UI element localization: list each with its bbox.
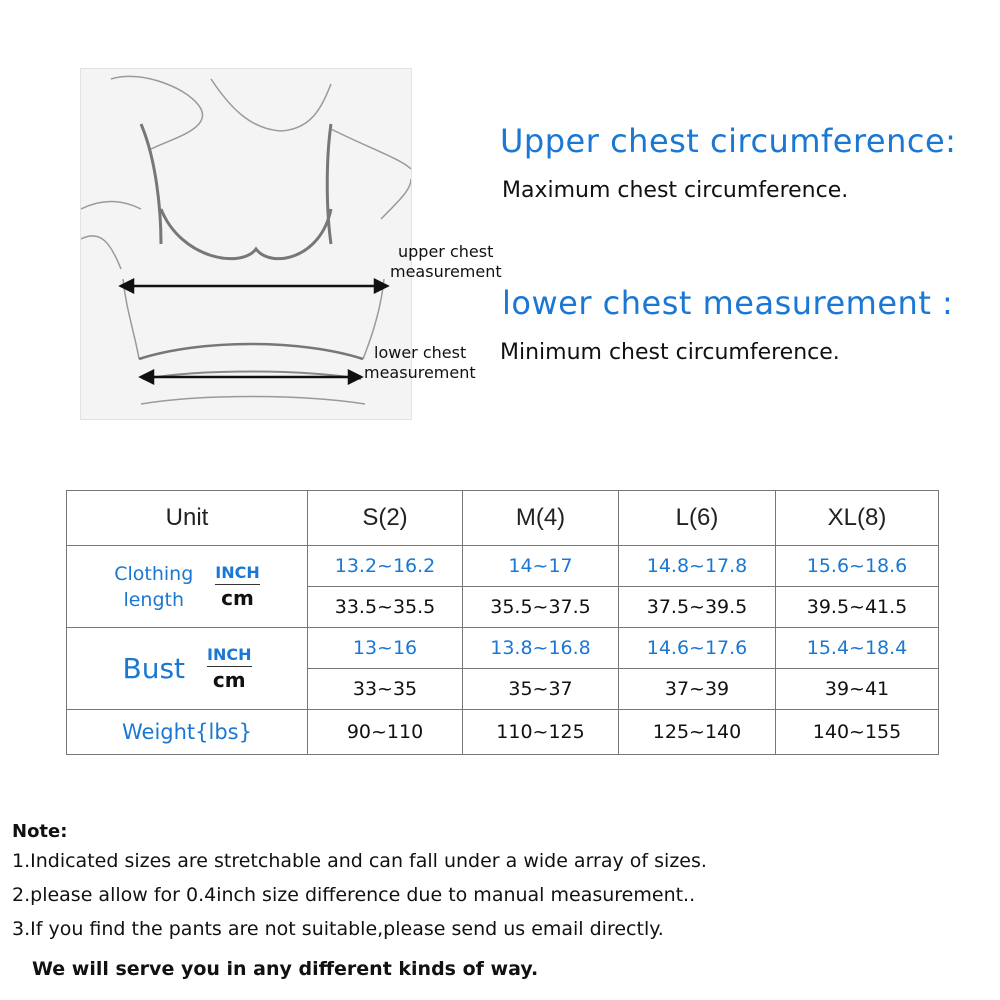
upper-chest-measurement-label xyxy=(390,242,502,282)
weight-label: Weight{lbs} xyxy=(67,710,308,755)
table-cell: 35~37 xyxy=(463,669,619,710)
note-item-3: 3.If you find the pants are not suitable,please send us email directly. xyxy=(12,918,664,940)
header-size-m: M(4) xyxy=(463,491,619,546)
upper-label-line-2: measurement xyxy=(390,262,502,281)
bust-unit-box xyxy=(207,647,251,690)
clothing-length-label-cell xyxy=(67,546,308,628)
table-cell: 13.8~16.8 xyxy=(463,628,619,669)
table-row-clothing-inch xyxy=(67,546,939,587)
clothing-unit-box xyxy=(215,565,259,608)
bust-unit-cm: cm xyxy=(212,668,246,692)
table-cell: 13.2~16.2 xyxy=(308,546,463,587)
table-cell: 14.8~17.8 xyxy=(619,546,776,587)
table-cell: 14~17 xyxy=(463,546,619,587)
table-row-weight xyxy=(67,710,939,755)
notes-closing: We will serve you in any different kinds of way. xyxy=(32,958,539,980)
table-cell: 15.6~18.6 xyxy=(776,546,939,587)
table-header-row xyxy=(67,491,939,546)
lower-chest-measurement-label xyxy=(364,343,476,383)
upper-chest-heading: Upper chest circumference: xyxy=(500,122,957,160)
table-cell: 33.5~35.5 xyxy=(308,587,463,628)
notes-title: Note: xyxy=(12,821,68,842)
sports-bra-sketch xyxy=(80,68,412,420)
header-size-xl: XL(8) xyxy=(776,491,939,546)
clothing-unit-cm: cm xyxy=(221,586,254,610)
clothing-length-label-2: length xyxy=(123,588,185,611)
notes-section xyxy=(12,820,707,986)
table-cell: 140~155 xyxy=(776,710,939,755)
header-unit: Unit xyxy=(67,491,308,546)
table-cell: 110~125 xyxy=(463,710,619,755)
table-cell: 14.6~17.6 xyxy=(619,628,776,669)
table-cell: 33~35 xyxy=(308,669,463,710)
bust-label: Bust xyxy=(122,652,186,685)
table-cell: 35.5~37.5 xyxy=(463,587,619,628)
bust-label-cell xyxy=(67,628,308,710)
lower-label-line-2: measurement xyxy=(364,363,476,382)
size-chart-table xyxy=(66,490,939,755)
bust-unit-inch: INCH xyxy=(207,647,251,667)
table-row-bust-inch xyxy=(67,628,939,669)
upper-chest-description: Maximum chest circumference. xyxy=(502,178,849,203)
lower-chest-description: Minimum chest circumference. xyxy=(500,340,840,365)
table-cell: 37.5~39.5 xyxy=(619,587,776,628)
table-cell: 39~41 xyxy=(776,669,939,710)
clothing-unit-inch: INCH xyxy=(215,565,259,585)
table-cell: 39.5~41.5 xyxy=(776,587,939,628)
table-cell: 90~110 xyxy=(308,710,463,755)
note-item-2: 2.please allow for 0.4inch size difference due to manual measurement.. xyxy=(12,884,696,906)
table-cell: 37~39 xyxy=(619,669,776,710)
sketch-drawing xyxy=(81,69,411,419)
table-cell: 125~140 xyxy=(619,710,776,755)
header-size-s: S(2) xyxy=(308,491,463,546)
lower-label-line-1: lower chest xyxy=(374,343,467,362)
header-size-l: L(6) xyxy=(619,491,776,546)
note-item-1: 1.Indicated sizes are stretchable and can fall under a wide array of sizes. xyxy=(12,850,707,872)
upper-label-line-1: upper chest xyxy=(398,242,494,261)
lower-chest-heading: lower chest measurement : xyxy=(502,284,954,322)
clothing-length-label-1: Clothing xyxy=(114,562,194,585)
table-cell: 13~16 xyxy=(308,628,463,669)
table-cell: 15.4~18.4 xyxy=(776,628,939,669)
